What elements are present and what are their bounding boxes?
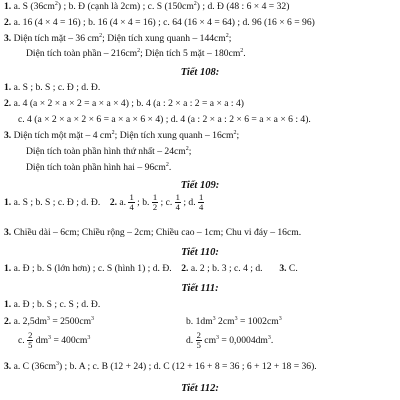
line-6: 2. a. 4 (a × 2 × a × 2 = a × a × 4) ; b. 4 (a : 2 × a : 2 = a × a : 4) xyxy=(4,98,244,109)
line-16a: c. $\frac{2}{5}$ $dm^3 = 400cm^3$ xyxy=(18,330,91,351)
fraction-2-5-dm: $\frac{2}{5}$ xyxy=(28,330,33,351)
line-15b: b. $1dm^3$ $2cm^3 = 1002cm^3$ xyxy=(186,316,282,327)
section-title-112: Tiết 112: xyxy=(181,383,219,394)
line-10: Diện tích toàn phần hình hai – $96cm^2$. xyxy=(26,162,172,173)
line-5: 1. a. S ; b. S ; c. Đ ; d. Đ. xyxy=(4,82,101,93)
line-3: 3. Diện tích mặt – 36 $cm^2$; Diện tích xung quanh – $144cm^2$; xyxy=(4,33,232,44)
line-12: 3. Chiều dài – 6cm; Chiều rộng – 2cm; Chiều cao – 1cm; Chu vi đáy – 16cm. xyxy=(4,227,302,238)
line-17: 3. a. C $(36cm^3)$ ; b. A ; c. B (12 + 24) ; d. C (12 + 16 + 8 = 36 ; 6 + 12 + 18 = 36). xyxy=(4,361,317,372)
line-15a: 2. a. $2,5dm^3 = 2500cm^3$ xyxy=(4,316,95,327)
section-title-109: Tiết 109: xyxy=(180,180,220,191)
fraction-2-5-cm: $\frac{2}{5}$ xyxy=(196,330,201,351)
line-14: 1. a. Đ ; b. S ; c. S ; d. Đ. xyxy=(4,299,101,310)
fraction-c: $\frac{1}{4}$ xyxy=(175,192,180,213)
line-9: Diện tích toàn phần hình thứ nhất – $24cm^2$; xyxy=(26,146,192,157)
line-11: 1. a. S ; b. S ; c. Đ ; d. Đ. 2. a. $\frac{1}{4}$ ; b. $\frac{1}{2}$ ; c. $\frac{1}{4}$ ; d. $\frac{1}{4}$ xyxy=(4,192,204,213)
fraction-a: $\frac{1}{4}$ xyxy=(129,192,134,213)
fraction-d: $\frac{1}{4}$ xyxy=(199,192,204,213)
fraction-b: $\frac{1}{2}$ xyxy=(152,192,158,213)
section-title-108: Tiết 108: xyxy=(180,67,220,78)
line-13: 1. a. Đ ; b. S (lớn hơn) ; c. S (hình 1) ; d. Đ. 2. a. 2 ; b. 3 ; c. 4 ; d. 3. C. xyxy=(4,263,298,274)
line-8: 3. Diện tích một mặt – 4 $cm^2$; Diện tích xung quanh – $16cm^2$; xyxy=(4,130,240,141)
section-title-111: Tiết 111: xyxy=(181,283,219,294)
line-1: 1. a. S $(36cm^2)$ ; b. Đ (cạnh là 2cm) ; c. S $(150cm^2)$ ; d. Đ (48 : 6 × 4 = 32) xyxy=(4,1,290,12)
line-2: 2. a. 16 (4 × 4 = 16) ; b. 16 (4 × 4 = 16) ; c. 64 (16 × 4 = 64) ; d. 96 (16 × 6 = 96) xyxy=(4,17,315,28)
line-7: c. 4 (a × 2 × a × 2 × 6 = a × a × 6 × 4) ; d. 4 (a : 2 × a : 2 × 6 = a × a × 6 : 4). xyxy=(18,114,311,125)
line-4: Diện tích toàn phần – $216cm^2$; Diện tích 5 mặt – $180cm^2$. xyxy=(26,48,246,59)
line-16b: d. $\frac{2}{5}$ $cm^3 = 0,0004dm^3$. xyxy=(186,330,274,351)
section-title-110: Tiết 110: xyxy=(181,247,219,258)
